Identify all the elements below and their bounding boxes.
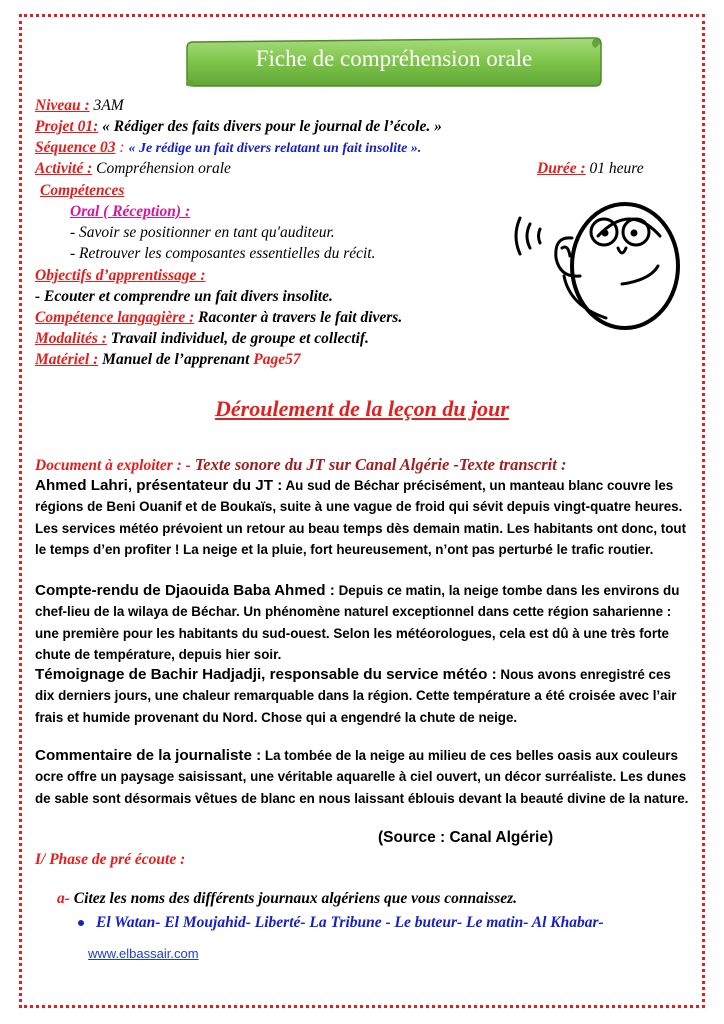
section-compte-rendu: Compte-rendu de Djaouida Baba Ahmed : Depuis ce matin, la neige tombe dans les environs du chef-lieu de la wilaya de Béchar. Un phénomène naturel exceptionnel dans cette région saharienne : une première pour les habitants du sud-ouest. Selon les météorologues, cela est dû à une très forte chute de température, depuis hier soir. (35, 582, 680, 663)
question-a: a- Citez les noms des différents journaux algériens que vous connaissez. (57, 890, 518, 907)
projet-line: Projet 01: « Rédiger des faits divers pour le journal de l’école. » (35, 118, 442, 135)
source-citation: (Source : Canal Algérie) (378, 829, 554, 846)
objectifs-value: - Ecouter et comprendre un fait divers insolite. (35, 288, 333, 305)
section-presentateur: Ahmed Lahri, présentateur du JT : Au sud de Béchar précisément, un manteau blanc couvre les régions de Beni Ouanif et de Boukaïs, suite à une vague de froid qui sévit depuis vingt-quatre heures. Les services météo prévoient un retour au beau temps dès demain matin. Les habitants ont donc, tout le temps d’en profiter ! La neige et la pluie, fort heureusement, n’ont pas perturbé le trafic routier. (35, 477, 687, 558)
website-link[interactable]: www.elbassair.com (88, 946, 199, 961)
modalites-line: Modalités : Travail individuel, de groupe et collectif. (35, 330, 369, 347)
activite-line: Activité : Compréhension orale Durée : 01 heure (35, 160, 644, 177)
section-commentaire: Commentaire de la journaliste : La tombée de la neige au milieu de ces belles oasis aux couleurs ocre offre un paysage saisissant, une véritable aquarelle à ciel ouvert, un décor surréaliste. Les dunes de sable sont désormais vêtues de blanc en nous laissant éblouis devant la beauté divine de la nature. (35, 747, 689, 806)
sheet-title: Fiche de compréhension orale (255, 46, 533, 71)
materiel-line: Matériel : Manuel de l’apprenant Page57 (35, 351, 301, 368)
listening-face-icon (510, 196, 682, 332)
objectifs-heading: Objectifs d’apprentissage : (35, 267, 206, 284)
oral-item: - Retrouver les composantes essentielles du récit. (70, 245, 376, 262)
answer-line: El Watan- El Moujahid- Liberté- La Tribune - Le buteur- Le matin- Al Khabar- (78, 914, 604, 932)
niveau-line: Niveau : 3AM (35, 97, 124, 114)
oral-heading: Oral ( Réception) : (70, 203, 191, 220)
bullet-icon (78, 920, 84, 926)
competences-heading: Compétences (40, 182, 125, 199)
competence-langagiere-line: Compétence langagière : Raconter à travers le fait divers. (35, 309, 403, 326)
document-line: Document à exploiter : - Texte sonore du JT sur Canal Algérie -Texte transcrit : (35, 455, 567, 474)
section-temoignage: Témoignage de Bachir Hadjadji, responsable du service météo : Nous avons enregistré ces dix derniers jours, une chaleur remarquable dans la région. Cette température a été croisée avec l’air frais et humide provenant du Nord. Chose qui a engendré la chute de neige. (35, 666, 677, 725)
phase-title: I/ Phase de pré écoute : (35, 851, 186, 868)
lesson-title: Déroulement de la leçon du jour (215, 396, 509, 421)
oral-item: - Savoir se positionner en tant qu'auditeur. (70, 224, 335, 241)
sequence-line: Séquence 03 : « Je rédige un fait divers relatant un fait insolite ». (35, 139, 422, 156)
